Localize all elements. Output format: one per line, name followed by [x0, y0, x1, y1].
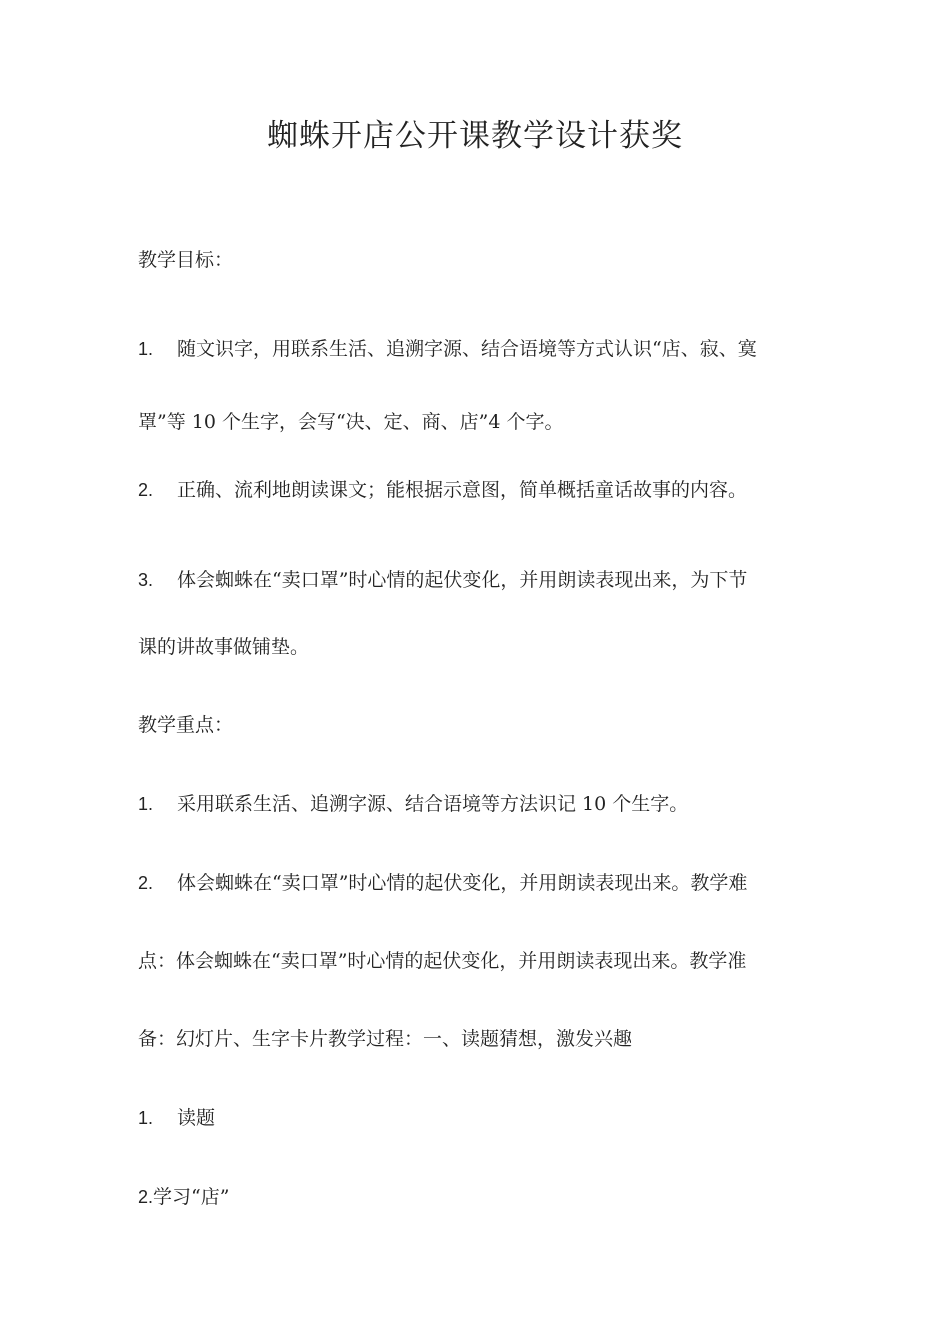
preparation-line	[138, 1026, 632, 1052]
line-text: 教学目标：	[138, 249, 234, 271]
key-point-item-1	[138, 791, 688, 817]
list-number: 2.	[138, 1187, 154, 1207]
line-text: 备：幻灯片、生字卡片教学过程：一、读题猜想，激发兴趣	[138, 1028, 633, 1050]
line-text: 学习“店”	[153, 1186, 230, 1208]
line-text: 教学重点：	[138, 714, 234, 736]
list-number: 1.	[138, 339, 154, 359]
list-number: 3.	[138, 570, 154, 590]
list-number: 1.	[138, 794, 154, 814]
line-text: 随文识字，用联系生活、追溯字源、结合语境等方式认识“店、寂、寞	[177, 338, 757, 360]
line-text: 体会蜘蛛在“卖口罩”时心情的起伏变化，并用朗读表现出来。教学难	[177, 872, 748, 894]
line-text: 点：体会蜘蛛在“卖口罩”时心情的起伏变化，并用朗读表现出来。教学准	[138, 950, 747, 972]
key-point-item-2	[138, 870, 747, 896]
objective-item-3-continued	[138, 634, 309, 660]
objective-item-1	[138, 336, 837, 362]
line-text: 正确、流利地朗读课文；能根据示意图，简单概括童话故事的内容。	[177, 479, 748, 501]
section-heading-key-points	[138, 712, 233, 738]
list-number: 2.	[138, 480, 154, 500]
line-text: 体会蜘蛛在“卖口罩”时心情的起伏变化，并用朗读表现出来，为下节	[177, 569, 748, 591]
process-item-2	[138, 1184, 229, 1210]
objective-item-3	[138, 567, 747, 593]
line-text: 读题	[177, 1107, 216, 1129]
difficulty-line	[138, 948, 746, 974]
line-text: 罩”等 10 个生字，会写“决、定、商、店”4 个字。	[138, 411, 564, 433]
process-item-1	[138, 1105, 215, 1131]
section-heading-objectives	[138, 247, 233, 273]
list-number: 1.	[138, 1108, 154, 1128]
objective-item-2	[138, 477, 747, 503]
list-number: 2.	[138, 873, 154, 893]
objective-item-1-continued	[138, 409, 564, 435]
line-text: 课的讲故事做铺垫。	[138, 636, 310, 658]
line-text: 采用联系生活、追溯字源、结合语境等方法识记 10 个生字。	[177, 793, 689, 815]
document-title: 蜘蛛开店公开课教学设计获奖	[267, 118, 683, 154]
